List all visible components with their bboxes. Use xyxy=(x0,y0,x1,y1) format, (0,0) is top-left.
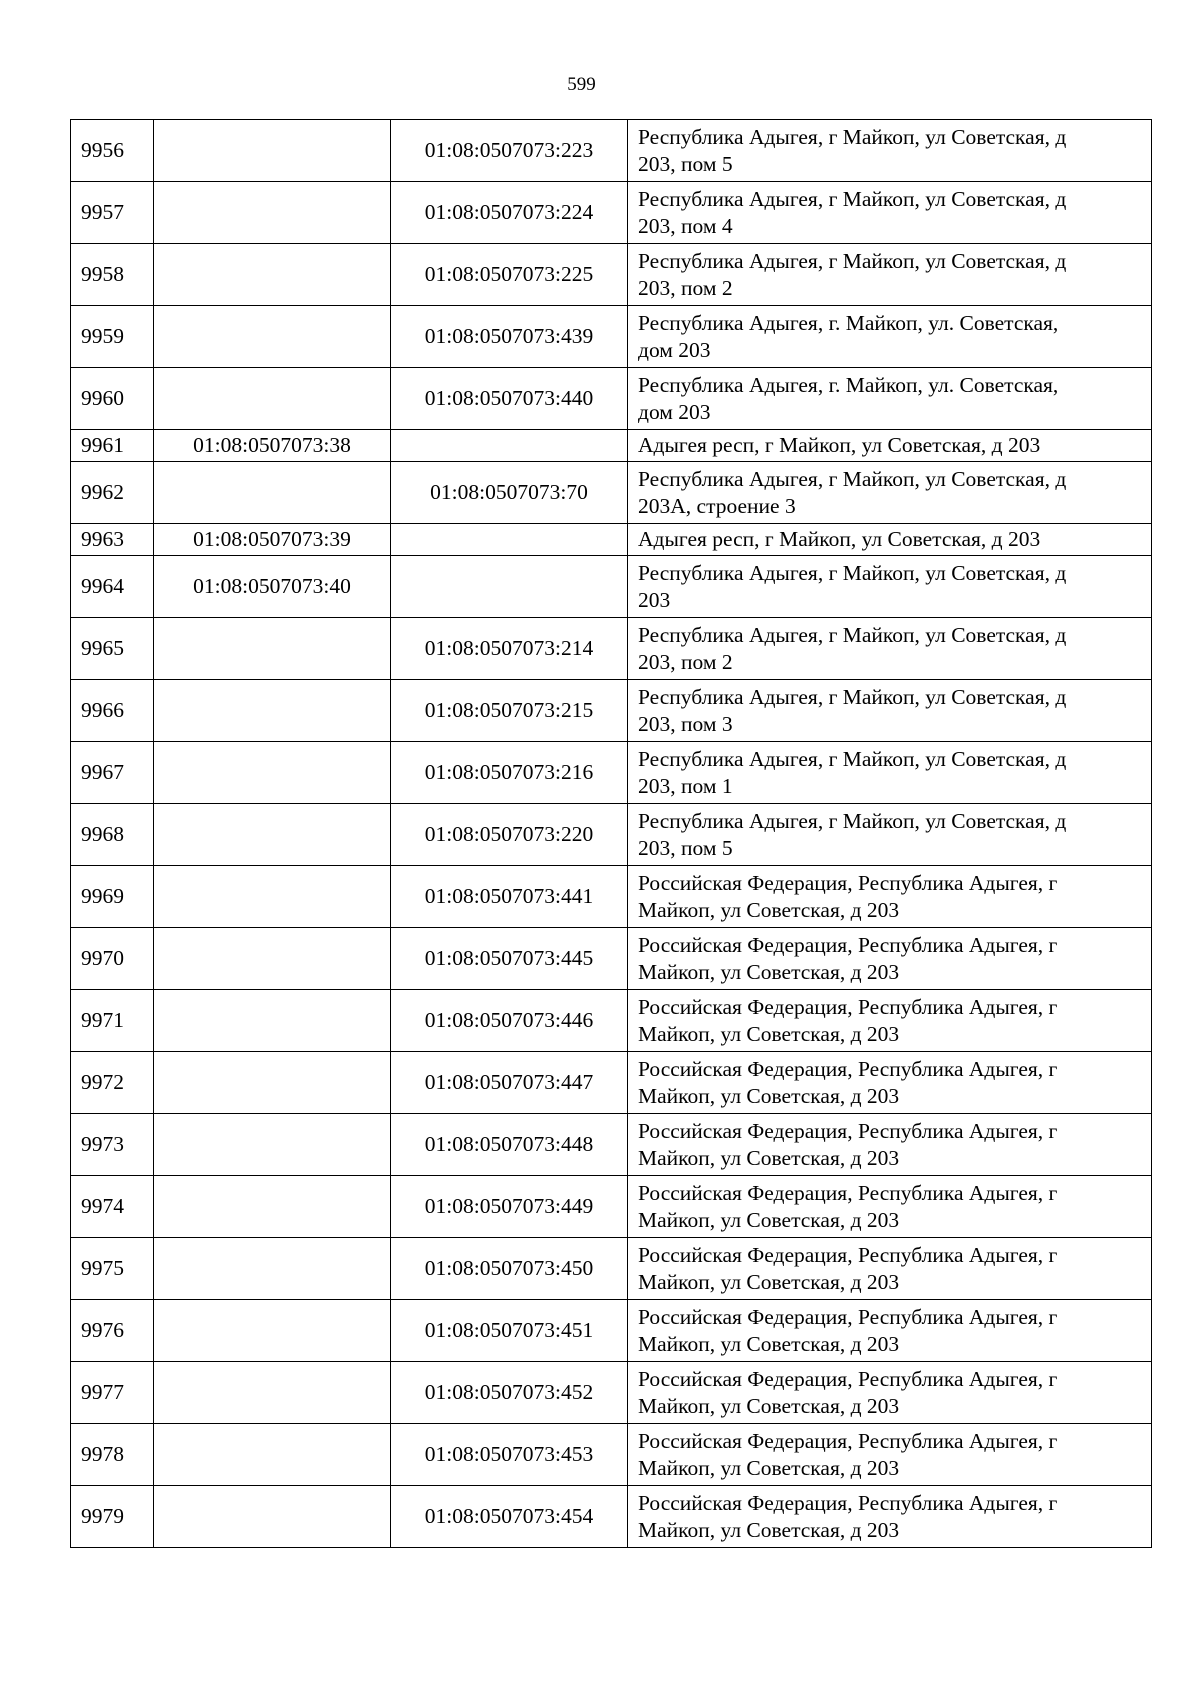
address-line-1: Российская Федерация, Республика Адыгея, г xyxy=(638,1242,1058,1267)
address-line-1: Российская Федерация, Республика Адыгея, г xyxy=(638,1304,1058,1329)
parent-cadastral-cell xyxy=(154,120,391,182)
row-number-cell: 9956 xyxy=(71,120,154,182)
address-line-2: Майкоп, ул Советская, д 203 xyxy=(638,1145,900,1170)
parent-cadastral-cell xyxy=(154,928,391,990)
address-cell xyxy=(628,1238,1152,1300)
parent-cadastral-cell xyxy=(154,244,391,306)
address-cell xyxy=(628,430,1152,462)
cadastral-number-cell: 01:08:0507073:216 xyxy=(391,742,628,804)
address-line-1: Республика Адыгея, г Майкоп, ул Советская, д xyxy=(638,808,1067,833)
table-row xyxy=(71,928,1152,990)
parent-cadastral-cell xyxy=(154,1114,391,1176)
address-line-1: Республика Адыгея, г Майкоп, ул Советская, д xyxy=(638,684,1067,709)
cadastral-number-cell: 01:08:0507073:451 xyxy=(391,1300,628,1362)
table-row xyxy=(71,618,1152,680)
page-number: 599 xyxy=(567,74,596,95)
address-cell xyxy=(628,462,1152,524)
cadastral-number-cell: 01:08:0507073:448 xyxy=(391,1114,628,1176)
row-number-cell: 9962 xyxy=(71,462,154,524)
address-line-1: Российская Федерация, Республика Адыгея, г xyxy=(638,1428,1058,1453)
address-line-1: Республика Адыгея, г Майкоп, ул Советская, д xyxy=(638,560,1067,585)
address-cell xyxy=(628,120,1152,182)
cadastral-number-cell: 01:08:0507073:225 xyxy=(391,244,628,306)
address-cell xyxy=(628,680,1152,742)
table-row xyxy=(71,1114,1152,1176)
table-row xyxy=(71,1052,1152,1114)
row-number-cell: 9965 xyxy=(71,618,154,680)
address-line-1: Российская Федерация, Республика Адыгея, г xyxy=(638,932,1058,957)
address-line-2: 203А, строение 3 xyxy=(638,493,796,518)
table-row xyxy=(71,804,1152,866)
address-line-1: Республика Адыгея, г Майкоп, ул Советская, д xyxy=(638,466,1067,491)
row-number-cell: 9961 xyxy=(71,430,154,462)
cadastral-number-cell: 01:08:0507073:439 xyxy=(391,306,628,368)
address-cell xyxy=(628,244,1152,306)
table-row xyxy=(71,866,1152,928)
parent-cadastral-cell xyxy=(154,1176,391,1238)
address-cell xyxy=(628,742,1152,804)
address-cell xyxy=(628,990,1152,1052)
row-number-cell: 9979 xyxy=(71,1486,154,1548)
address-cell xyxy=(628,524,1152,556)
address-line-2: Майкоп, ул Советская, д 203 xyxy=(638,959,900,984)
cadastral-number-cell: 01:08:0507073:446 xyxy=(391,990,628,1052)
parent-cadastral-cell xyxy=(154,742,391,804)
parent-cadastral-cell xyxy=(154,804,391,866)
address-line-1: Республика Адыгея, г Майкоп, ул Советская, д xyxy=(638,622,1067,647)
table-row xyxy=(71,120,1152,182)
row-number-cell: 9957 xyxy=(71,182,154,244)
cadastral-number-cell: 01:08:0507073:453 xyxy=(391,1424,628,1486)
address-line-2: Майкоп, ул Советская, д 203 xyxy=(638,1455,900,1480)
row-number-cell: 9978 xyxy=(71,1424,154,1486)
address-cell xyxy=(628,1114,1152,1176)
address-cell xyxy=(628,1052,1152,1114)
table-row xyxy=(71,244,1152,306)
address-line-1: Адыгея респ, г Майкоп, ул Советская, д 203 xyxy=(638,433,1041,457)
address-line-2: Майкоп, ул Советская, д 203 xyxy=(638,897,900,922)
address-line-1: Республика Адыгея, г. Майкоп, ул. Советская, xyxy=(638,372,1059,397)
cadastral-number-cell xyxy=(391,556,628,618)
table-row xyxy=(71,1486,1152,1548)
row-number-cell: 9977 xyxy=(71,1362,154,1424)
parent-cadastral-cell xyxy=(154,1052,391,1114)
address-line-2: 203, пом 3 xyxy=(638,711,733,736)
row-number-cell: 9971 xyxy=(71,990,154,1052)
address-cell xyxy=(628,618,1152,680)
parent-cadastral-cell: 01:08:0507073:38 xyxy=(154,430,391,462)
address-line-1: Российская Федерация, Республика Адыгея, г xyxy=(638,1180,1058,1205)
table-row xyxy=(71,524,1152,556)
address-cell xyxy=(628,928,1152,990)
row-number-cell: 9964 xyxy=(71,556,154,618)
parent-cadastral-cell xyxy=(154,1362,391,1424)
cadastral-number-cell xyxy=(391,430,628,462)
parent-cadastral-cell xyxy=(154,1424,391,1486)
cadastral-number-cell: 01:08:0507073:454 xyxy=(391,1486,628,1548)
address-line-2: Майкоп, ул Советская, д 203 xyxy=(638,1021,900,1046)
address-cell xyxy=(628,1486,1152,1548)
cadastral-number-cell: 01:08:0507073:70 xyxy=(391,462,628,524)
address-line-2: Майкоп, ул Советская, д 203 xyxy=(638,1331,900,1356)
address-cell xyxy=(628,368,1152,430)
row-number-cell: 9976 xyxy=(71,1300,154,1362)
parent-cadastral-cell xyxy=(154,306,391,368)
cadastral-number-cell: 01:08:0507073:445 xyxy=(391,928,628,990)
table-row xyxy=(71,1238,1152,1300)
address-cell xyxy=(628,866,1152,928)
address-line-2: Майкоп, ул Советская, д 203 xyxy=(638,1207,900,1232)
table-row xyxy=(71,742,1152,804)
table-row xyxy=(71,1362,1152,1424)
parent-cadastral-cell xyxy=(154,680,391,742)
address-cell xyxy=(628,1362,1152,1424)
address-line-1: Российская Федерация, Республика Адыгея, г xyxy=(638,1056,1058,1081)
address-cell xyxy=(628,1300,1152,1362)
address-line-1: Республика Адыгея, г Майкоп, ул Советская, д xyxy=(638,248,1067,273)
parent-cadastral-cell xyxy=(154,866,391,928)
cadastral-number-cell: 01:08:0507073:440 xyxy=(391,368,628,430)
cadastral-number-cell: 01:08:0507073:214 xyxy=(391,618,628,680)
address-line-1: Республика Адыгея, г. Майкоп, ул. Советская, xyxy=(638,310,1059,335)
parent-cadastral-cell xyxy=(154,182,391,244)
address-line-2: 203, пом 4 xyxy=(638,213,733,238)
address-line-2: Майкоп, ул Советская, д 203 xyxy=(638,1269,900,1294)
row-number-cell: 9968 xyxy=(71,804,154,866)
row-number-cell: 9975 xyxy=(71,1238,154,1300)
row-number-cell: 9973 xyxy=(71,1114,154,1176)
parent-cadastral-cell xyxy=(154,462,391,524)
address-cell xyxy=(628,1424,1152,1486)
parent-cadastral-cell: 01:08:0507073:39 xyxy=(154,524,391,556)
address-line-2: Майкоп, ул Советская, д 203 xyxy=(638,1517,900,1542)
parent-cadastral-cell xyxy=(154,1300,391,1362)
address-line-1: Российская Федерация, Республика Адыгея, г xyxy=(638,1118,1058,1143)
address-line-1: Российская Федерация, Республика Адыгея, г xyxy=(638,1490,1058,1515)
row-number-cell: 9970 xyxy=(71,928,154,990)
table-row xyxy=(71,990,1152,1052)
cadastral-number-cell: 01:08:0507073:447 xyxy=(391,1052,628,1114)
parent-cadastral-cell xyxy=(154,1238,391,1300)
parent-cadastral-cell xyxy=(154,368,391,430)
row-number-cell: 9969 xyxy=(71,866,154,928)
address-cell xyxy=(628,182,1152,244)
row-number-cell: 9959 xyxy=(71,306,154,368)
row-number-cell: 9972 xyxy=(71,1052,154,1114)
address-line-1: Республика Адыгея, г Майкоп, ул Советская, д xyxy=(638,746,1067,771)
table-row xyxy=(71,368,1152,430)
table-row xyxy=(71,306,1152,368)
parent-cadastral-cell xyxy=(154,618,391,680)
cadastral-number-cell: 01:08:0507073:224 xyxy=(391,182,628,244)
address-line-1: Российская Федерация, Республика Адыгея, г xyxy=(638,870,1058,895)
table-row xyxy=(71,1424,1152,1486)
table-row xyxy=(71,1176,1152,1238)
parent-cadastral-cell xyxy=(154,1486,391,1548)
table-row xyxy=(71,556,1152,618)
address-line-2: 203, пом 1 xyxy=(638,773,733,798)
address-line-1: Республика Адыгея, г Майкоп, ул Советская, д xyxy=(638,124,1067,149)
row-number-cell: 9974 xyxy=(71,1176,154,1238)
address-line-2: 203, пом 2 xyxy=(638,649,733,674)
parent-cadastral-cell xyxy=(154,990,391,1052)
address-line-1: Российская Федерация, Республика Адыгея, г xyxy=(638,1366,1058,1391)
address-line-2: дом 203 xyxy=(638,399,711,424)
address-line-1: Российская Федерация, Республика Адыгея, г xyxy=(638,994,1058,1019)
row-number-cell: 9967 xyxy=(71,742,154,804)
row-number-cell: 9966 xyxy=(71,680,154,742)
address-line-2: 203, пом 5 xyxy=(638,835,733,860)
address-line-2: Майкоп, ул Советская, д 203 xyxy=(638,1393,900,1418)
cadastral-number-cell: 01:08:0507073:223 xyxy=(391,120,628,182)
address-line-2: 203 xyxy=(638,587,671,612)
row-number-cell: 9958 xyxy=(71,244,154,306)
address-cell xyxy=(628,306,1152,368)
registry-table-body xyxy=(71,120,1152,1548)
address-line-2: 203, пом 5 xyxy=(638,151,733,176)
row-number-cell: 9963 xyxy=(71,524,154,556)
address-line-1: Республика Адыгея, г Майкоп, ул Советская, д xyxy=(638,186,1067,211)
table-row xyxy=(71,1300,1152,1362)
address-cell xyxy=(628,804,1152,866)
cadastral-number-cell xyxy=(391,524,628,556)
address-line-2: 203, пом 2 xyxy=(638,275,733,300)
row-number-cell: 9960 xyxy=(71,368,154,430)
address-line-2: дом 203 xyxy=(638,337,711,362)
table-row xyxy=(71,430,1152,462)
registry-table xyxy=(70,119,1152,1548)
cadastral-number-cell: 01:08:0507073:450 xyxy=(391,1238,628,1300)
address-cell xyxy=(628,556,1152,618)
address-line-2: Майкоп, ул Советская, д 203 xyxy=(638,1083,900,1108)
cadastral-number-cell: 01:08:0507073:215 xyxy=(391,680,628,742)
address-line-1: Адыгея респ, г Майкоп, ул Советская, д 203 xyxy=(638,527,1041,551)
cadastral-number-cell: 01:08:0507073:220 xyxy=(391,804,628,866)
address-cell xyxy=(628,1176,1152,1238)
parent-cadastral-cell: 01:08:0507073:40 xyxy=(154,556,391,618)
table-row xyxy=(71,182,1152,244)
table-row xyxy=(71,680,1152,742)
cadastral-number-cell: 01:08:0507073:449 xyxy=(391,1176,628,1238)
cadastral-number-cell: 01:08:0507073:441 xyxy=(391,866,628,928)
cadastral-number-cell: 01:08:0507073:452 xyxy=(391,1362,628,1424)
table-row xyxy=(71,462,1152,524)
